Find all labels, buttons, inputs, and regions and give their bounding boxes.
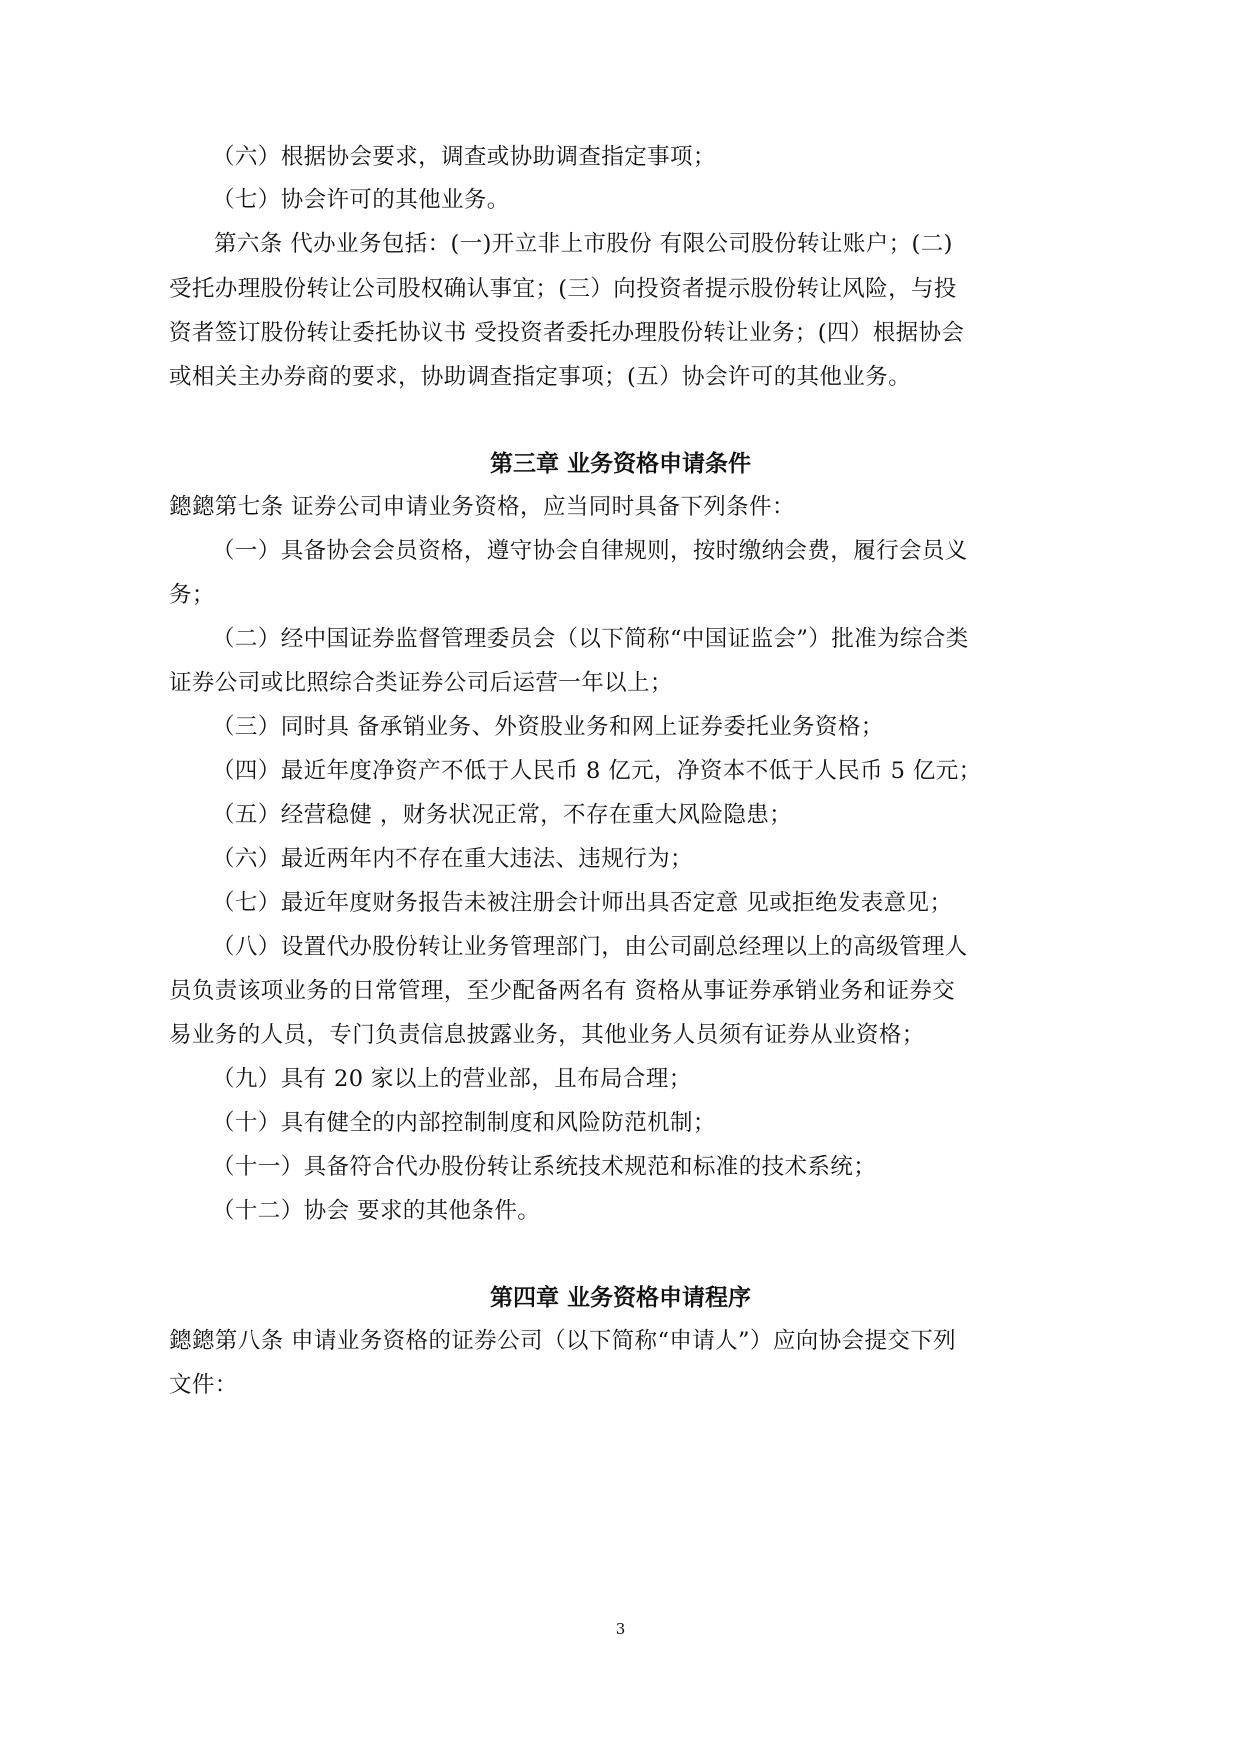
paragraph-line: 受托办理股份转让公司股权确认事宜；(三）向投资者提示股份转让风险，与投 [169,276,957,302]
condition-item-cont: 证券公司或比照综合类证券公司后运营一年以上； [169,670,673,696]
article-7-line: 鏓鏓第七条 证券公司申请业务资格，应当同时具备下列条件： [169,494,795,520]
condition-item-cont: 务； [169,582,215,608]
condition-item-cont: 员负责该项业务的日常管理，至少配备两名有 资格从事证券承销业务和证券交 [169,978,956,1004]
condition-item: （十二）协会 要求的其他条件。 [212,1198,541,1224]
condition-item: （十）具有健全的内部控制制度和风险防范机制； [212,1110,716,1136]
chapter-4-title: 第四章 业务资格申请程序 [489,1284,751,1311]
paragraph-line: 资者签订股份转让委托协议书 受投资者委托办理股份转让业务；(四）根据协会 [169,320,965,346]
page-number: 3 [615,1620,626,1638]
condition-item: （七）最近年度财务报告未被注册会计师出具否定意 见或拒绝发表意见； [212,890,953,916]
condition-item: （五）经营稳健 ，财务状况正常，不存在重大风险隐患； [212,802,793,828]
article-8-line: 鏓鏓第八条 申请业务资格的证券公司（以下简称“申请人”）应向协会提交下列 [169,1328,957,1354]
condition-item: （九）具有 20 家以上的营业部，且布局合理； [212,1066,692,1092]
condition-item: （三）同时具 备承销业务、外资股业务和网上证券委托业务资格； [212,714,884,740]
article-6-line: 第六条 代办业务包括：(一)开立非上市股份 有限公司股份转让账户；(二) [214,231,953,257]
condition-item-cont: 易业务的人员，专门负责信息披露业务，其他业务人员须有证券从业资格； [169,1022,925,1048]
paragraph-line: （六）根据协会要求，调查或协助调查指定事项； [212,144,716,170]
condition-item: （六）最近两年内不存在重大违法、违规行为； [212,846,693,872]
condition-item: （四）最近年度净资产不低于人民币 8 亿元，净资本不低于人民币 5 亿元； [212,758,982,784]
chapter-3-title: 第三章 业务资格申请条件 [489,450,751,477]
condition-item: （八）设置代办股份转让业务管理部门，由公司副总经理以上的高级管理人 [212,934,968,960]
condition-item: （二）经中国证券监督管理委员会（以下简称“中国证监会”）批准为综合类 [212,626,969,652]
condition-item: （十一）具备符合代办股份转让系统技术规范和标准的技术系统； [212,1154,877,1180]
condition-item: （一）具备协会会员资格，遵守协会自律规则，按时缴纳会费，履行会员义 [212,538,968,564]
article-8-line-cont: 文件： [169,1372,238,1398]
paragraph-line: （七）协会许可的其他业务。 [212,187,510,213]
paragraph-line: 或相关主办券商的要求，协助调查指定事项；(五）协会许可的其他业务。 [169,364,911,390]
